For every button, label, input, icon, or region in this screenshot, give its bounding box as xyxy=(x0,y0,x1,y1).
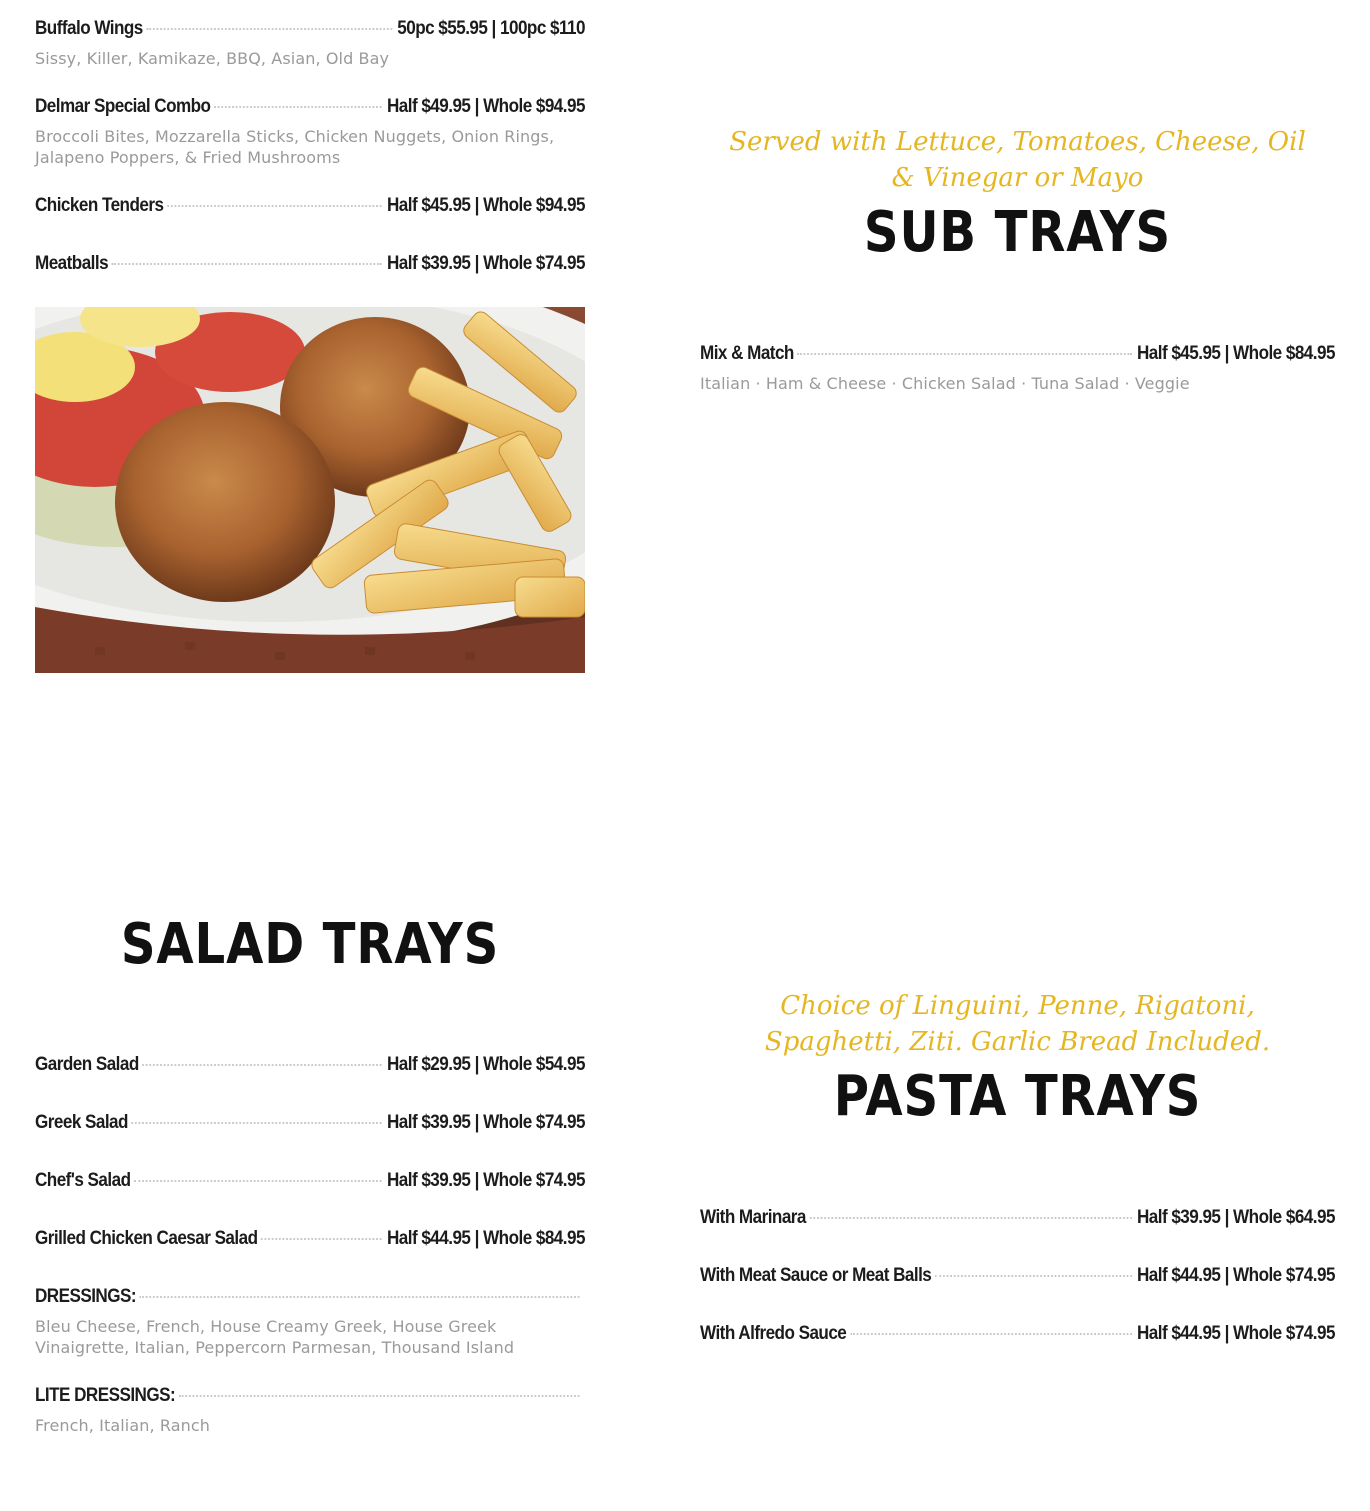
pasta-trays-section xyxy=(700,980,1335,1380)
item-price: Half $44.95 | Whole $74.95 xyxy=(1136,1265,1335,1286)
item-name: With Meat Sauce or Meat Balls xyxy=(700,1265,932,1286)
item-name: LITE DRESSINGS: xyxy=(35,1385,176,1406)
sub-trays-section xyxy=(700,0,1335,420)
menu-item-greek-salad xyxy=(35,1112,585,1134)
pasta-trays-title: PASTA TRAYS xyxy=(833,1064,1202,1129)
dot-leader xyxy=(167,205,382,207)
menu-item-buffalo-wings xyxy=(35,18,585,69)
dot-leader xyxy=(132,1122,382,1124)
item-name: Chef's Salad xyxy=(35,1170,131,1191)
menu-item-dressings xyxy=(35,1286,585,1358)
menu-item-lite-dressings xyxy=(35,1385,585,1436)
menu-item-grilled-chicken-caesar-salad xyxy=(35,1228,585,1250)
item-name: Greek Salad xyxy=(35,1112,128,1133)
dot-leader xyxy=(140,1296,580,1298)
item-price: 50pc $55.95 | 100pc $110 xyxy=(397,18,585,39)
menu-item-chicken-tenders xyxy=(35,195,585,217)
pasta-trays-note: Choice of Linguini, Penne, Rigatoni, Spaghetti, Ziti. Garlic Bread Included. xyxy=(764,991,1271,1057)
menu-item-delmar-special-combo xyxy=(35,96,585,168)
item-price: Half $44.95 | Whole $74.95 xyxy=(1136,1323,1335,1344)
item-price: Half $39.95 | Whole $74.95 xyxy=(386,1170,585,1191)
item-price: Half $39.95 | Whole $74.95 xyxy=(386,253,585,274)
sub-trays-title: SUB TRAYS xyxy=(863,200,1172,265)
appetizer-trays-section xyxy=(35,0,585,300)
item-name: Grilled Chicken Caesar Salad xyxy=(35,1228,258,1249)
sub-trays-note: Served with Lettuce, Tomatoes, Cheese, Oil & Vinegar or Mayo xyxy=(729,127,1306,193)
food-photo xyxy=(35,307,585,673)
item-price: Half $45.95 | Whole $94.95 xyxy=(386,195,585,216)
menu-item-with-alfredo-sauce xyxy=(700,1323,1335,1345)
dot-leader xyxy=(142,1064,381,1066)
item-name: Chicken Tenders xyxy=(35,195,164,216)
item-name: Garden Salad xyxy=(35,1054,139,1075)
item-name: Buffalo Wings xyxy=(35,18,143,39)
salad-trays-title: SALAD TRAYS xyxy=(120,912,500,977)
dot-leader xyxy=(134,1180,382,1182)
item-name: With Marinara xyxy=(700,1207,806,1228)
dot-leader xyxy=(179,1395,580,1397)
item-description: Bleu Cheese, French, House Creamy Greek, House Greek Vinaigrette, Italian, Peppercorn Parmesan, Thousand Island xyxy=(35,1317,515,1357)
salad-trays-section xyxy=(35,900,585,1460)
item-description: Sissy, Killer, Kamikaze, BBQ, Asian, Old Bay xyxy=(35,49,390,68)
item-price: Half $44.95 | Whole $84.95 xyxy=(386,1228,585,1249)
dot-leader xyxy=(810,1217,1132,1219)
dot-leader xyxy=(261,1238,381,1240)
menu-item-chefs-salad xyxy=(35,1170,585,1192)
item-name: Delmar Special Combo xyxy=(35,96,211,117)
item-price: Half $45.95 | Whole $84.95 xyxy=(1136,343,1335,364)
item-price: Half $29.95 | Whole $54.95 xyxy=(386,1054,585,1075)
item-description: Broccoli Bites, Mozzarella Sticks, Chicken Nuggets, Onion Rings, Jalapeno Poppers, & Fried Mushrooms xyxy=(35,127,555,167)
item-description: French, Italian, Ranch xyxy=(35,1416,211,1435)
item-name: Meatballs xyxy=(35,253,109,274)
crab-cakes-and-fries-image xyxy=(35,307,585,673)
item-price: Half $49.95 | Whole $94.95 xyxy=(386,96,585,117)
item-name: With Alfredo Sauce xyxy=(700,1323,847,1344)
menu-item-with-marinara xyxy=(700,1207,1335,1229)
item-description: Italian · Ham & Cheese · Chicken Salad · Tuna Salad · Veggie xyxy=(700,374,1190,393)
menu-item-with-meat-sauce xyxy=(700,1265,1335,1287)
item-price: Half $39.95 | Whole $74.95 xyxy=(386,1112,585,1133)
item-price: Half $39.95 | Whole $64.95 xyxy=(1136,1207,1335,1228)
dot-leader xyxy=(850,1333,1132,1335)
dot-leader xyxy=(935,1275,1132,1277)
item-name: Mix & Match xyxy=(700,343,794,364)
menu-item-mix-and-match xyxy=(700,343,1335,394)
dot-leader xyxy=(146,28,391,30)
menu-item-garden-salad xyxy=(35,1054,585,1076)
dot-leader xyxy=(214,106,382,108)
menu-item-meatballs xyxy=(35,253,585,275)
item-name: DRESSINGS: xyxy=(35,1286,137,1307)
dot-leader xyxy=(797,353,1131,355)
dot-leader xyxy=(112,263,382,265)
